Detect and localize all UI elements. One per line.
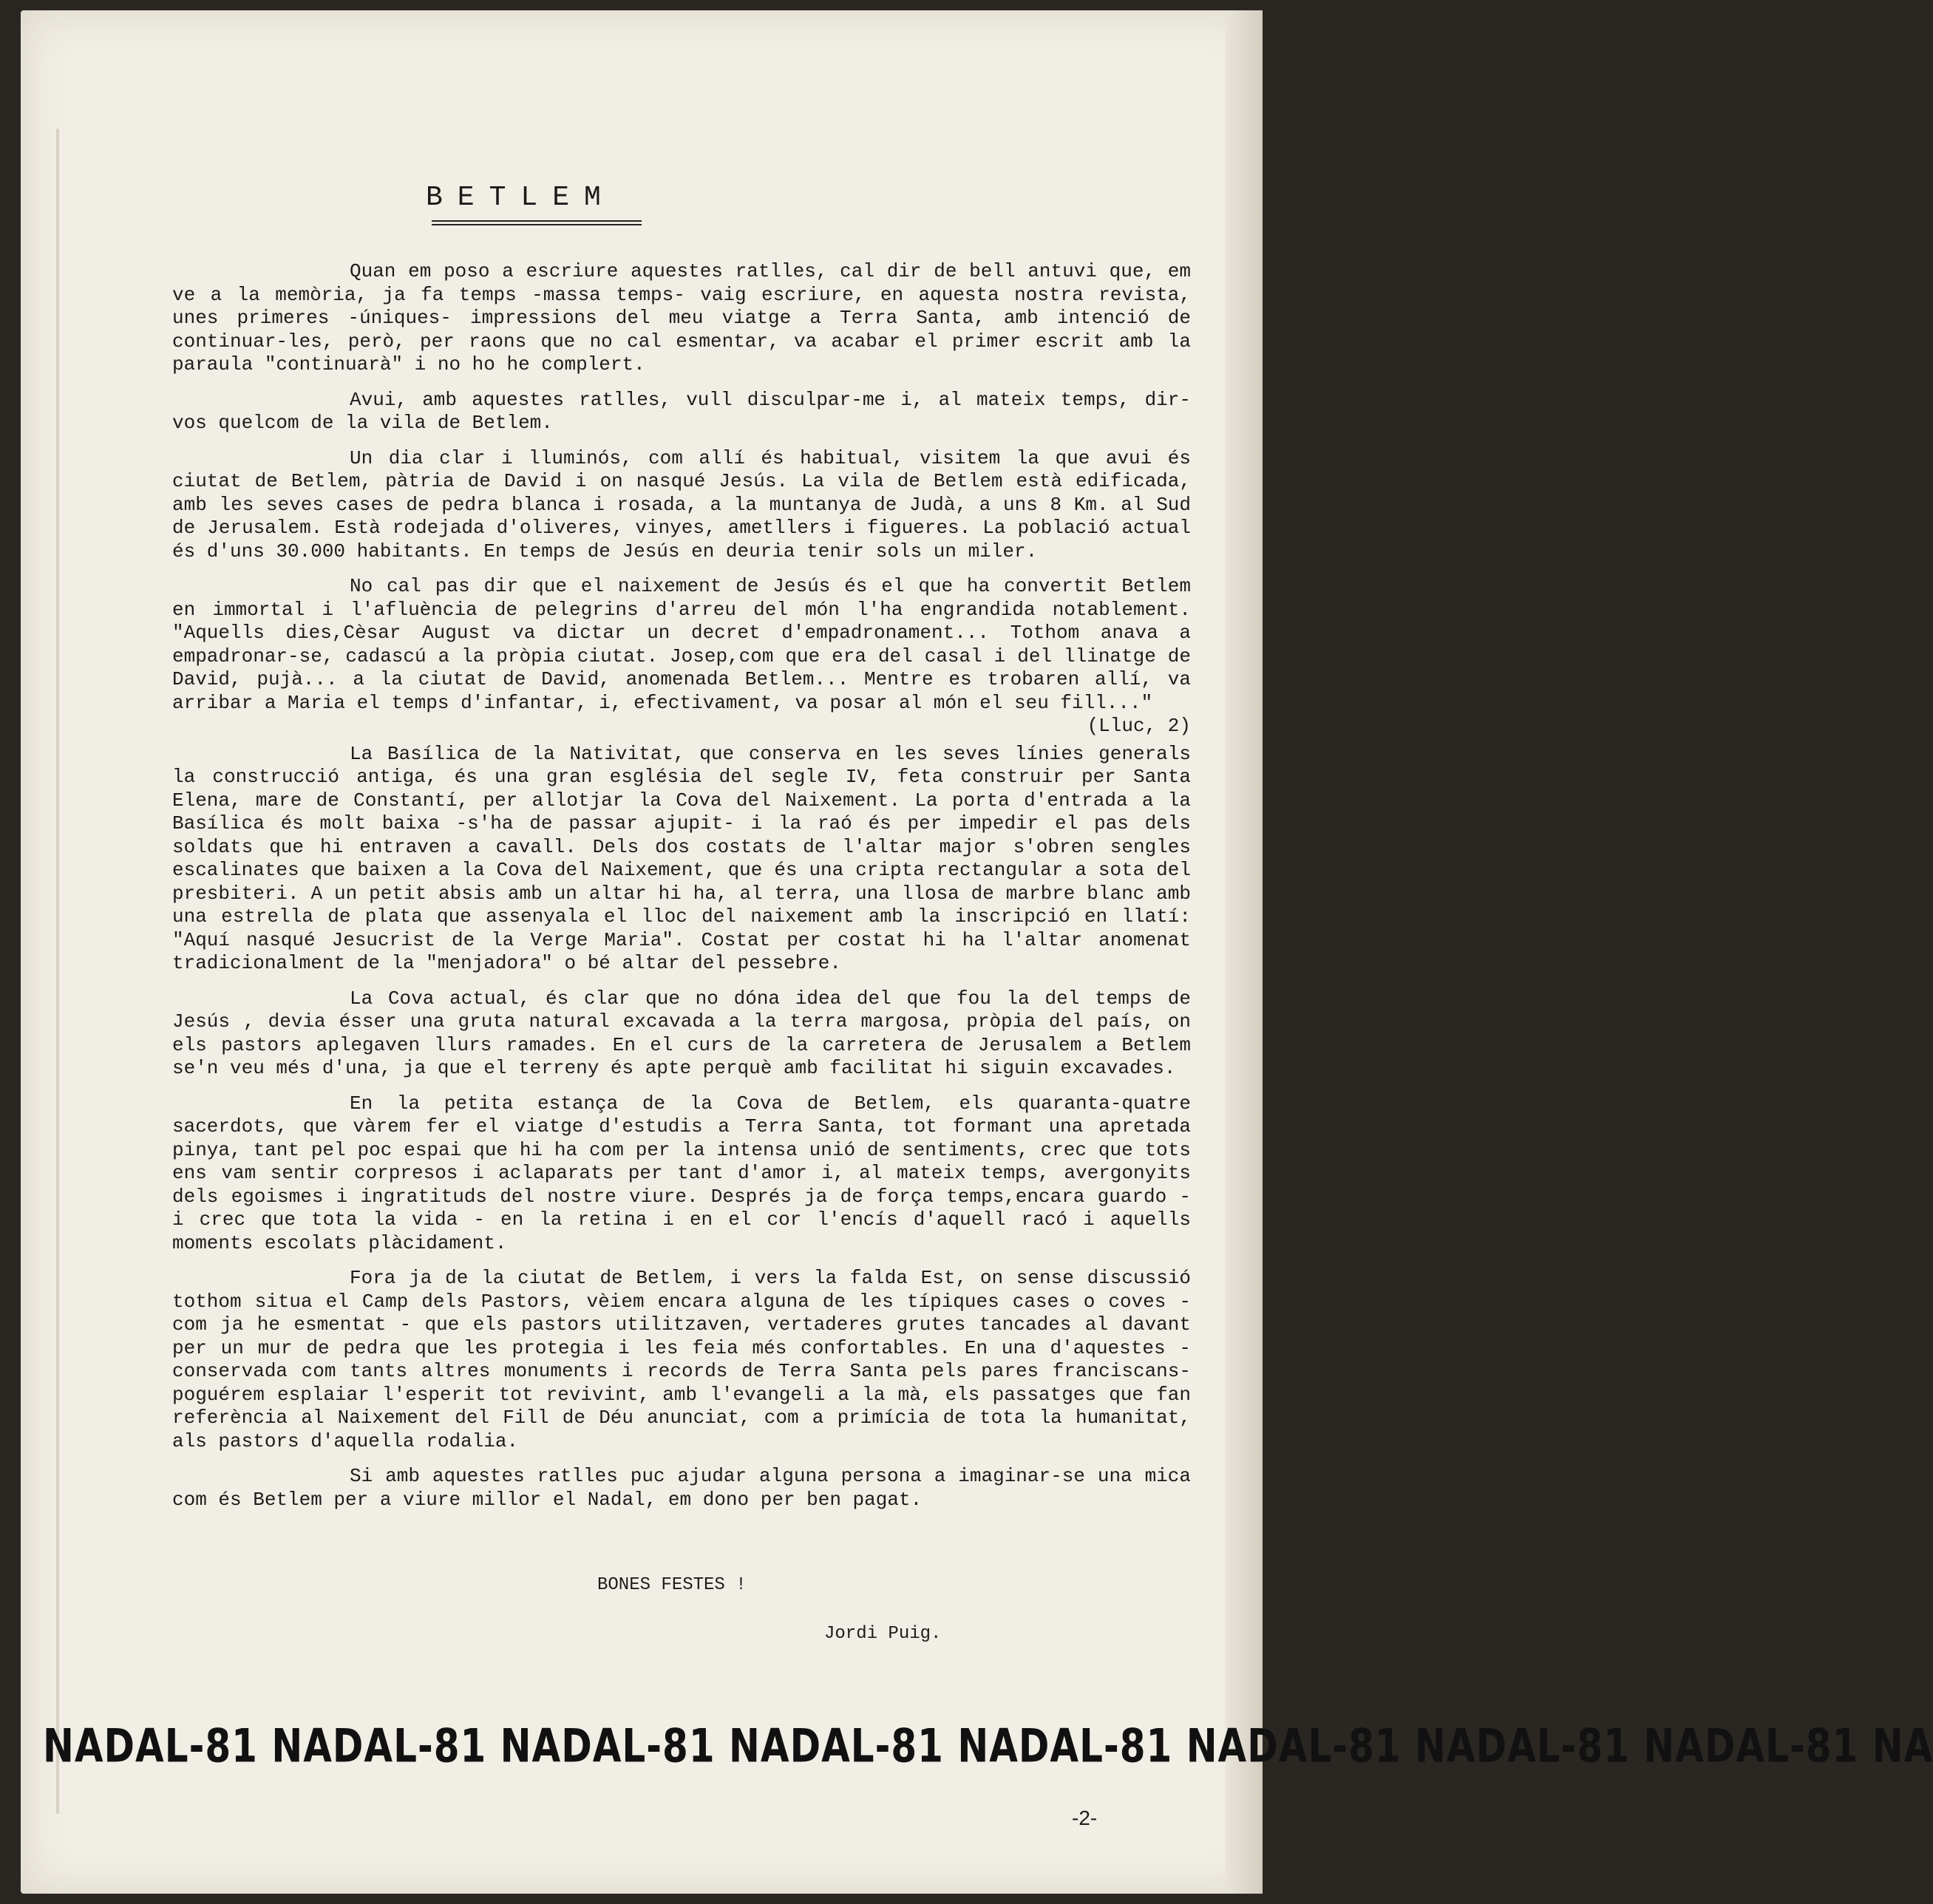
paragraph: Avui, amb aquestes ratlles, vull disculpar-me i, al mateix temps, dir-vos quelcom de la vila de Betlem. (172, 388, 1191, 434)
paragraph: Quan em poso a escriure aquestes ratlles, cal dir de bell antuvi que, em ve a la memòria, ja fa temps -massa temps- vaig escriure, en aquesta nostra revista, unes primeres -úniques- impressions del meu viatge a Terra Santa, amb intenció de continuar-les, però, per raons que no cal esmentar, va acabar el primer escrit amb la paraula "continuarà" i no ho he complert. (172, 260, 1191, 375)
paragraph: Si amb aquestes ratlles puc ajudar alguna persona a imaginar-se una mica com és Betlem per a viure millor el Nadal, em dono per ben pagat. (172, 1465, 1191, 1511)
page-fold (1226, 10, 1263, 1894)
paragraph: Un dia clar i lluminós, com allí és habitual, visitem la que avui és ciutat de Betlem, pàtria de David i on nasqué Jesús. La vila de Betlem està edificada, amb les seves cases de pedra blanca i rosada, a la muntanya de Judà, a uns 8 Km. al Sud de Jerusalem. Està rodejada d'oliveres, vinyes, ametllers i figueres. La població actual és d'uns 30.000 habitants. En temps de Jesús en deuria tenir sols un miler. (172, 446, 1191, 562)
title-underline (432, 220, 642, 225)
paragraph: No cal pas dir que el naixement de Jesús és el que ha convertit Betlem en immortal i l'afluència de pelegrins d'arreu del món l'ha engrandida notablement. "Aquells dies,Cèsar August va dictar un decret d'empadronament... Tothom anava a empadronar-se, cadascú a la pròpia ciutat. Josep,com que era del casal i del llinatge de David, pujà... a la ciutat de David, anomenada Betlem... Mentre es trobaren allí, va arribar a Maria el temps d'infantar, i, efectivament, va posar al món el seu fill..." (172, 575, 1191, 714)
paragraph: Fora ja de la ciutat de Betlem, i vers la falda Est, on sense discussió tothom situa el Camp dels Pastors, vèiem encara alguna de les típiques cases o coves - com ja he esmentat - que els pastors utilitzaven, vertaderes grutes tancades al davant per un mur de pedra que les protegia i les feia més confortables. En una d'aquestes -conservada com tants altres monuments i records de Terra Santa pels pares franciscans- poguérem esplaiar l'esperit tot revivint, amb l'evangeli a la mà, els passatges que fan referència al Naixement del Fill de Déu anunciat, com a primícia de tota la humanitat, als pastors d'aquella rodalia. (172, 1267, 1191, 1452)
closing-greeting: BONES FESTES ! (597, 1575, 747, 1595)
bible-citation: (Lluc, 2) (1087, 715, 1191, 737)
author-signature: Jordi Puig. (824, 1624, 942, 1644)
page-edge-shadow (56, 129, 59, 1814)
page-number: -2- (1072, 1806, 1098, 1829)
nadal-banner: NADAL-81 NADAL-81 NADAL-81 NADAL-81 NADAL-81 NADAL-81 NADAL-81 NADAL-81 NA (43, 1719, 1933, 1773)
article-body (172, 260, 1191, 1523)
article-title: BETLEM (426, 182, 616, 214)
paragraph: La Cova actual, és clar que no dóna idea del que fou la del temps de Jesús , devia ésser una gruta natural excavada a la terra margosa, pròpia del país, on els pastors aplegaven llurs ramades. En el curs de la carretera de Jerusalem a Betlem se'n veu més d'una, ja que el terreny és apte perquè amb facilitat hi siguin excavades. (172, 987, 1191, 1079)
paragraph: En la petita estança de la Cova de Betlem, els quaranta-quatre sacerdots, que vàrem fer el viatge d'estudis a Terra Santa, tot formant una apretada pinya, tant pel poc espai que hi ha com per la intensa unió de sentiments, crec que tots ens vam sentir corpresos i aclaparats per tant d'amor i, al mateix temps, avergonyits dels egoismes i ingratituds del nostre viure. Després ja de força temps,encara guardo - i crec que tota la vida - en la retina i en el cor l'encís d'aquell racó i aquells moments escolats plàcidament. (172, 1092, 1191, 1254)
paragraph: La Basílica de la Nativitat, que conserva en les seves línies generals la construcció antiga, és una gran església del segle IV, feta construir per Santa Elena, mare de Constantí, per allotjar la Cova del Naixement. La porta d'entrada a la Basílica és molt baixa -s'ha de passar ajupit- i la raó és per impedir el pas dels soldats que hi entraven a cavall. Dels dos costats de l'altar major s'obren sengles escalinates que baixen a la Cova del Naixement, que és una cripta rectangular a sota del presbiteri. A un petit absis amb un altar hi ha, al terra, una llosa de marbre blanc amb una estrella de plata que assenyala el lloc del naixement amb la inscripció en llatí: "Aquí nasqué Jesucrist de la Verge Maria". Costat per costat hi ha l'altar anomenat tradicionalment de la "menjadora" o bé altar del pessebre. (172, 742, 1191, 974)
magazine-page (21, 10, 1933, 1894)
